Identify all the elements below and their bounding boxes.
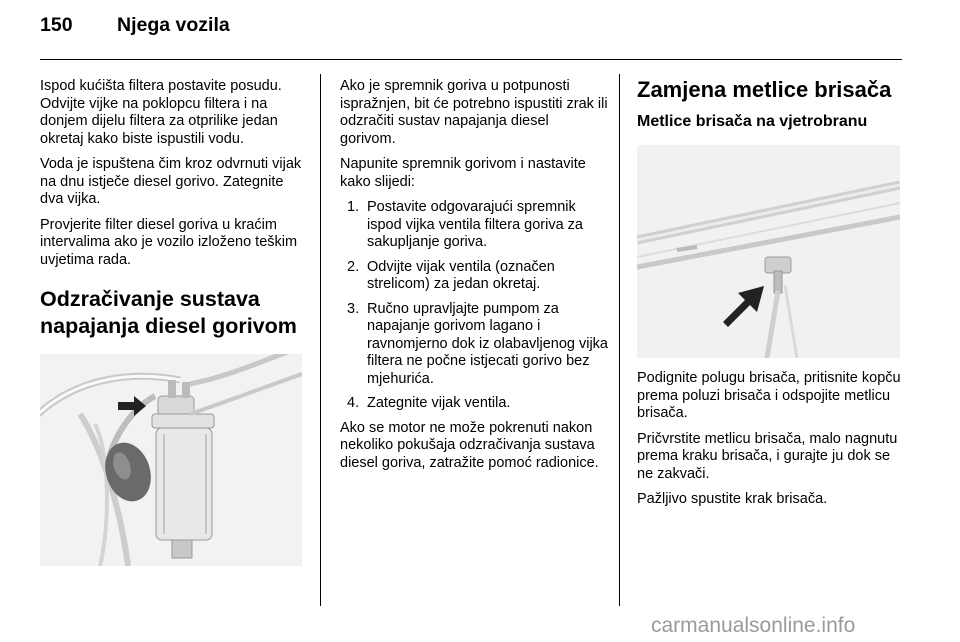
step-number: 4. (347, 395, 360, 411)
column-right (637, 78, 903, 517)
paragraph: Pažljivo spustite krak brisača. (637, 491, 828, 507)
paragraph: Voda je ispuštena čim kroz odvrnuti vijak na dnu istječe diesel gorivo. Zategnite dva vijka. (40, 156, 302, 207)
subsection-heading: Metlice brisača na vjetrobranu (637, 113, 868, 130)
paragraph: Ako je spremnik goriva u potpunosti ispražnjen, bit će potrebno ispustiti zrak ili odzračiti sustav napajanja diesel gorivom. (340, 78, 608, 147)
list-item (340, 199, 608, 252)
step-number: 3. (347, 300, 360, 317)
fuel-filter-illustration (40, 354, 302, 566)
step-text: Zategnite vijak ventila. (367, 395, 511, 411)
step-number: 1. (347, 199, 360, 215)
column-divider-right (619, 74, 620, 606)
step-number: 2. (347, 258, 360, 275)
step-text: Ručno upravljajte pumpom za napajanje gorivom lagano i ravnomjerno dok iz olabavljenog vijka filtera ne počne istjecati gorivo bez mjehurića. (367, 300, 608, 387)
paragraph: Napunite spremnik gorivom i nastavite kako slijedi: (340, 156, 586, 190)
paragraph: Provjerite filter diesel goriva u kraćim intervalima ako je vozilo izloženo teškim uvjetima rada. (40, 216, 298, 268)
column-middle (340, 78, 608, 480)
list-item (340, 301, 608, 389)
page-number: 150 (40, 14, 73, 36)
paragraph: Ispod kućišta filtera postavite posudu. Odvijte vijke na poklopcu filtera i na donjem dijelu filtera za otprilike jedan okretaj kako biste ispustili vodu. (40, 78, 282, 147)
column-divider-left (320, 74, 321, 606)
step-text: Postavite odgovarajući spremnik ispod vijka ventila filtera goriva za sakupljanje goriva. (367, 199, 583, 250)
section-heading: Odzračivanje sustava napajanja diesel gorivom (40, 287, 297, 338)
header-rule (40, 59, 902, 60)
steps-list (340, 199, 608, 413)
list-item (340, 395, 608, 413)
paragraph: Pričvrstite metlicu brisača, malo nagnutu prema kraku brisača, i gurajte ju dok se ne zakvači. (637, 430, 898, 482)
paragraph: Ako se motor ne može pokrenuti nakon nekoliko pokušaja odzračivanja sustava diesel goriva, zatražite pomoć radionice. (340, 419, 599, 471)
wiper-blade-illustration (637, 145, 900, 358)
column-left (40, 78, 304, 566)
section-title: Njega vozila (117, 14, 230, 36)
step-text: Odvijte vijak ventila (označen strelicom) za jedan okretaj. (367, 258, 555, 292)
watermark: carmanualsonline.info (651, 614, 856, 637)
section-heading: Zamjena metlice brisača (637, 77, 892, 102)
paragraph: Podignite polugu brisača, pritisnite kopču prema poluzi brisača i odspojite metlicu brisača. (637, 370, 901, 421)
list-item (340, 259, 608, 294)
